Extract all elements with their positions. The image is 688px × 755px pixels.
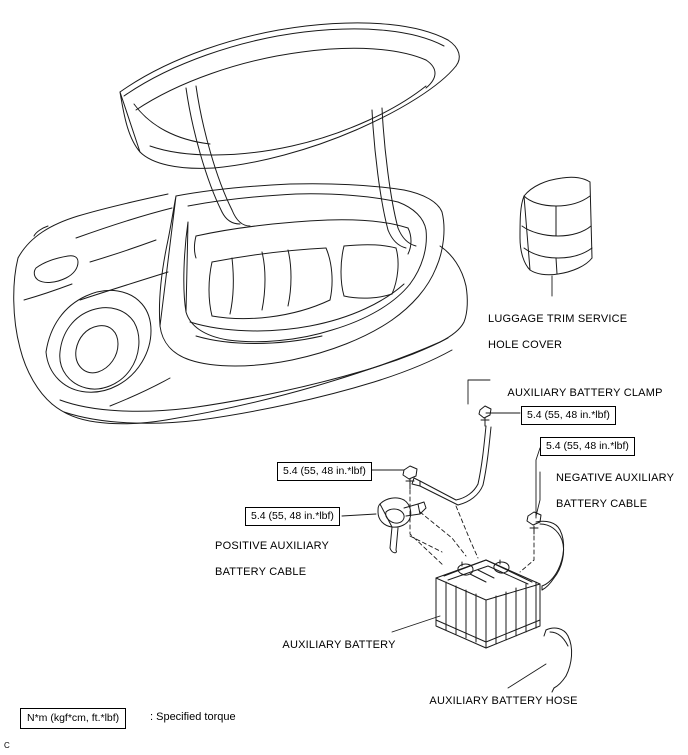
label-line-2: BATTERY CABLE — [556, 498, 648, 510]
legend-unit-text: N*m (kgf*cm, ft.*lbf) — [27, 712, 120, 724]
auxiliary-battery-part — [436, 560, 540, 648]
torque-box-clamp-lower — [277, 462, 372, 481]
label-line-2: HOLE COVER — [488, 339, 563, 351]
label-line-1: AUXILIARY BATTERY HOSE — [429, 695, 578, 707]
vehicle-rear-body — [14, 23, 468, 424]
torque-box-positive-cable — [245, 507, 340, 526]
torque-value: 5.4 (55, 48 in.*lbf) — [251, 510, 334, 522]
bolt-positive — [403, 466, 417, 489]
label-positive-auxiliary-battery-cable — [202, 527, 329, 592]
luggage-trim-service-hole-cover-part — [520, 177, 592, 275]
torque-box-negative-cable — [540, 437, 635, 456]
label-luggage-trim-service-hole-cover — [475, 300, 627, 365]
label-line-1: AUXILIARY BATTERY CLAMP — [507, 387, 663, 399]
legend-description-text: : Specified torque — [150, 711, 236, 723]
label-auxiliary-battery — [270, 626, 396, 665]
corner-mark-text: C — [4, 741, 10, 750]
legend-unit-box — [20, 708, 126, 729]
torque-box-clamp-upper — [521, 406, 616, 425]
label-line-1: POSITIVE AUXILIARY — [215, 540, 330, 552]
label-line-1: AUXILIARY BATTERY — [282, 639, 396, 651]
label-line-1: NEGATIVE AUXILIARY — [556, 472, 675, 484]
label-line-2: BATTERY CABLE — [215, 566, 307, 578]
legend-description — [150, 711, 236, 724]
label-line-1: LUGGAGE TRIM SERVICE — [488, 313, 628, 325]
assembly-dashed-lines — [410, 490, 534, 572]
auxiliary-battery-clamp-part — [412, 406, 491, 505]
figure-corner-mark — [4, 741, 10, 750]
label-negative-auxiliary-battery-cable — [543, 459, 674, 524]
positive-auxiliary-battery-cable-part — [378, 498, 426, 553]
torque-value: 5.4 (55, 48 in.*lbf) — [283, 465, 366, 477]
label-auxiliary-battery-hose — [417, 682, 578, 721]
torque-value: 5.4 (55, 48 in.*lbf) — [527, 409, 610, 421]
torque-value: 5.4 (55, 48 in.*lbf) — [546, 440, 629, 452]
